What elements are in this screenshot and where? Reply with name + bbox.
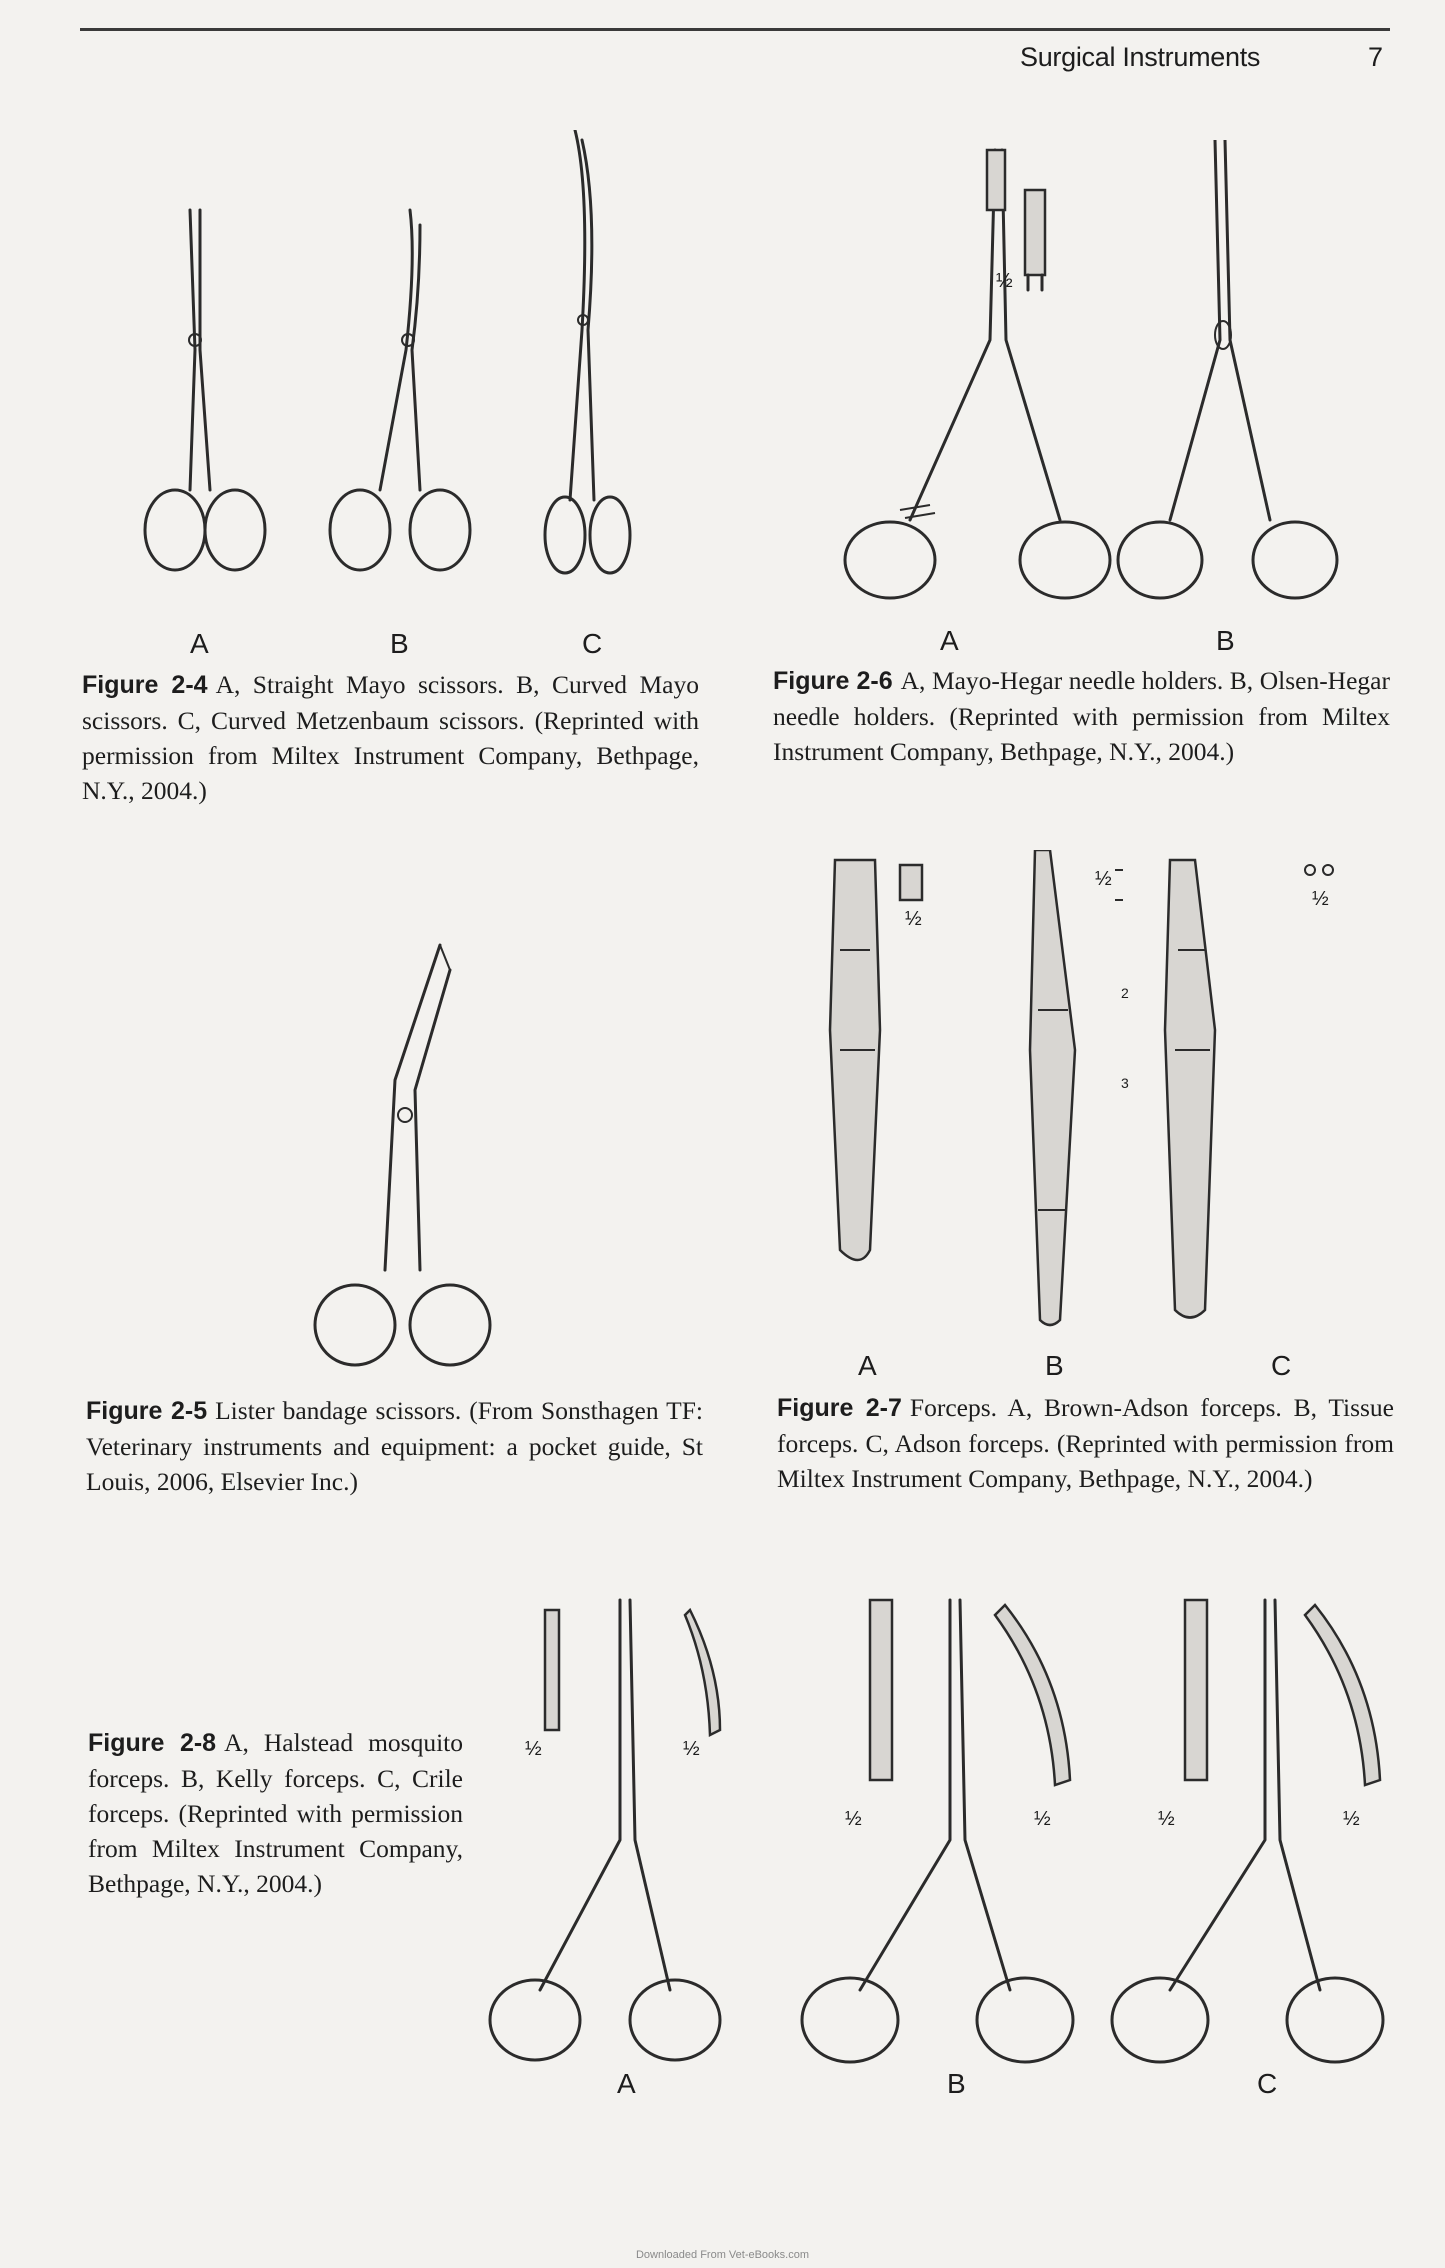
kelly-forceps-drawing [802, 1600, 1073, 2062]
figure-2-8-caption-text: A, Halstead mosquito forceps. B, Kelly forceps. C, Crile forceps. (Reprinted with permission from Miltex Instrument Company, Bethpage, N.Y., 2004.) [88, 1728, 463, 1898]
figure-2-7-size-mark-2: 2 [1121, 985, 1129, 1001]
figure-2-4-caption-text: A, Straight Mayo scissors. B, Curved Mayo scissors. C, Curved Metzenbaum scissors. (Reprinted with permission from Miltex Instrument Company, Bethpage, N.Y., 2004.) [82, 670, 699, 805]
figure-2-7-caption [777, 1390, 1394, 1496]
straight-mayo-scissors-drawing [145, 210, 265, 570]
figure-2-5-label: Figure 2-5 [86, 1397, 208, 1425]
figure-2-5-caption [86, 1393, 703, 1499]
halstead-mosquito-forceps-drawing [490, 1600, 720, 2060]
figure-2-4-letter-a: A [190, 628, 209, 659]
figure-2-6-caption [773, 663, 1390, 769]
page-number: 7 [1368, 42, 1384, 72]
figure-2-8-letter-a: A [617, 2068, 636, 2099]
figure-2-8-size-mark-a-right: ½ [683, 1738, 700, 1760]
figure-2-5-illustration [300, 940, 500, 1380]
figure-2-8-label: Figure 2-8 [88, 1729, 217, 1757]
figure-2-4-illustration [120, 130, 660, 630]
figure-2-7-label: Figure 2-7 [777, 1394, 902, 1422]
figure-2-6-letter-a: A [940, 625, 959, 656]
lister-bandage-scissors-drawing [315, 945, 490, 1365]
figure-2-6-size-mark: ½ [996, 270, 1013, 292]
running-head: Surgical Instruments [1020, 42, 1261, 72]
figure-2-8-caption [88, 1725, 463, 1901]
tissue-forceps-drawing [1030, 850, 1123, 1325]
figure-2-8-size-mark-b-right: ½ [1034, 1808, 1051, 1830]
figure-2-8-letter-c: C [1257, 2068, 1278, 2099]
figure-2-7-illustration [800, 850, 1400, 1330]
mayo-hegar-needle-holder-drawing [845, 150, 1110, 598]
adson-forceps-drawing [1165, 860, 1333, 1318]
figure-2-8-size-mark-c-left: ½ [1158, 1808, 1175, 1830]
needle-holder-jaw-detail-drawing [1025, 190, 1045, 290]
figure-2-4-caption [82, 667, 699, 808]
figure-2-6-label: Figure 2-6 [773, 667, 893, 695]
figure-2-7-size-mark-c: ½ [1312, 888, 1329, 910]
figure-2-8-size-mark-b-left: ½ [845, 1808, 862, 1830]
figure-2-7-size-mark-b: ½ [1095, 868, 1112, 890]
figure-2-4-letter-c: C [582, 628, 603, 659]
figure-2-7-letter-a: A [858, 1350, 877, 1381]
metzenbaum-scissors-drawing [545, 130, 630, 573]
figure-2-8-size-mark-a-left: ½ [525, 1738, 542, 1760]
crile-forceps-drawing [1112, 1600, 1383, 2062]
figure-2-4-letter-b: B [390, 628, 409, 659]
figure-2-7-size-mark-a: ½ [905, 908, 922, 930]
figure-2-8-letter-b: B [947, 2068, 966, 2099]
figure-2-7-letter-b: B [1045, 1350, 1064, 1381]
olsen-hegar-needle-holder-drawing [1118, 140, 1337, 598]
header-rule [80, 28, 1390, 31]
figure-2-5-caption-text: Lister bandage scissors. (From Sonsthagen TF: Veterinary instruments and equipment: a pocket guide, St Louis, 2006, Elsevier Inc.) [86, 1396, 703, 1496]
figure-2-6-letter-b: B [1216, 625, 1235, 656]
figure-2-6-illustration [830, 140, 1350, 620]
download-watermark: Downloaded From Vet-eBooks.com [635, 2249, 810, 2261]
figure-2-6-caption-text: A, Mayo-Hegar needle holders. B, Olsen-Hegar needle holders. (Reprinted with permission from Miltex Instrument Company, Bethpage, N.Y., 2004.) [773, 666, 1390, 766]
figure-2-8-illustration [480, 1590, 1400, 2090]
figure-2-8-size-mark-c-right: ½ [1343, 1808, 1360, 1830]
figure-2-7-caption-text: Forceps. A, Brown-Adson forceps. B, Tissue forceps. C, Adson forceps. (Reprinted with permission from Miltex Instrument Company, Bethpage, N.Y., 2004.) [777, 1393, 1394, 1493]
figure-2-7-letter-c: C [1271, 1350, 1292, 1381]
figure-2-4-label: Figure 2-4 [82, 671, 208, 699]
figure-2-7-size-mark-3: 3 [1121, 1075, 1129, 1091]
curved-mayo-scissors-drawing [330, 210, 470, 570]
